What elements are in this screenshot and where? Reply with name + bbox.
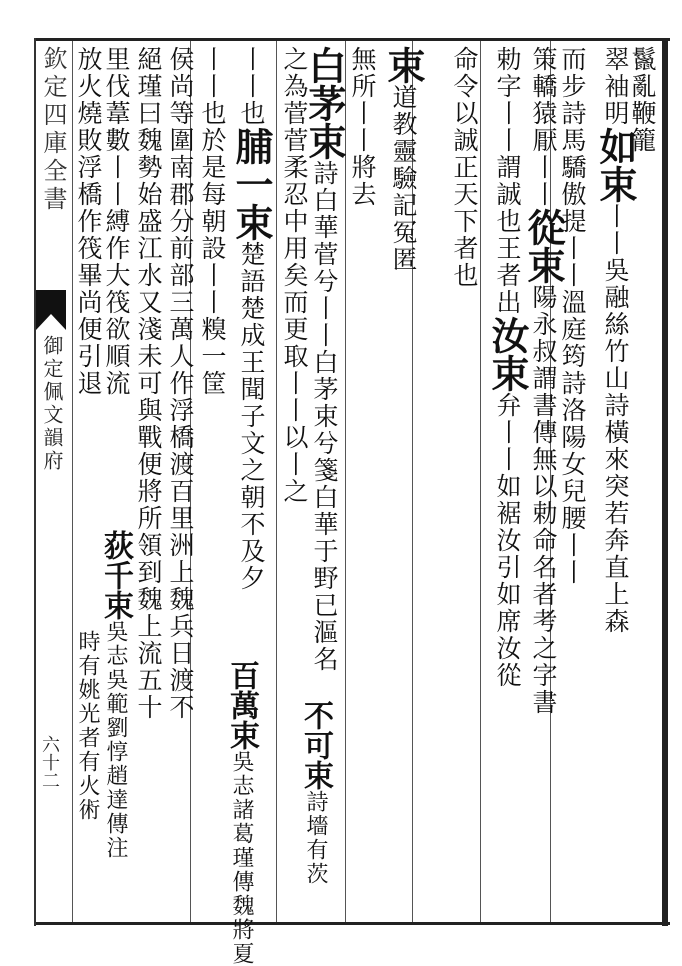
text-column	[229, 46, 274, 592]
headword: 如束	[593, 127, 638, 203]
text-column	[302, 46, 347, 673]
column-text: 陽永叔謂書傳無以勅命名者考之字書	[529, 284, 558, 716]
column-text: 道教靈驗記冤匿	[389, 84, 418, 273]
text-column	[76, 630, 98, 822]
column-text: 之為菅菅柔忍中用矣而更取丨丨以丨之	[280, 46, 309, 505]
column-text: 吳志諸葛瑾傳魏將夏	[229, 750, 254, 966]
column-rule	[72, 41, 73, 922]
headword: 脯一束	[229, 127, 274, 241]
column-text: 命令以誠正天下者也	[450, 46, 479, 289]
text-column	[104, 46, 129, 397]
column-text: 楚語楚成王聞子文之朝不及夕	[237, 241, 266, 592]
text-column	[485, 46, 530, 689]
column-text: 勅字丨丨謂誠也王者出	[493, 46, 522, 316]
headword: 荻千束	[98, 530, 133, 620]
text-column	[136, 46, 161, 721]
text-column	[224, 660, 259, 966]
text-column	[76, 46, 101, 397]
column-text: 鬣亂鞭籠	[628, 46, 657, 154]
column-text: 丨丨也於是每朝設丨丨糗一筐	[198, 46, 227, 397]
text-column	[200, 46, 225, 397]
margin-series-title: 欽定四庫全書	[39, 46, 67, 214]
column-text: 放火燒敗浮橋作筏畢尚便引退	[74, 46, 103, 397]
column-rule	[345, 41, 346, 922]
text-column	[98, 530, 133, 860]
text-column	[168, 46, 193, 721]
headword: 白茅束	[302, 46, 347, 160]
column-text: 翠袖明	[601, 46, 630, 127]
text-column	[282, 46, 307, 505]
column-text: 里伐葦數丨丨縛作大筏欲順流	[102, 46, 131, 397]
text-column	[452, 46, 477, 289]
text-column	[298, 700, 333, 886]
column-text: 而步詩馬驕傲提	[558, 46, 587, 235]
text-column	[593, 46, 638, 635]
headword: 束	[381, 46, 426, 84]
text-column	[560, 46, 585, 586]
column-text: 時有姚光者有火術	[75, 630, 100, 822]
frame-right-border	[662, 38, 668, 926]
column-text: 策轎猿厭丨丨	[529, 46, 558, 208]
column-text: 詩白華菅兮丨丨白茅束兮箋白華于野已漚名	[310, 160, 339, 673]
column-text: 吳志吳範劉惇趙達傳注	[103, 620, 128, 860]
headword: 汝束	[485, 316, 530, 392]
headword: 百萬束	[224, 660, 259, 750]
column-rule	[276, 41, 277, 922]
page-number: 六十二	[39, 735, 60, 789]
column-text: 丨丨吳融絲竹山詩橫來突若奔直上森	[601, 203, 630, 635]
column-text: 弁丨丨如裾汝引如席汝從	[493, 392, 522, 689]
text-column	[350, 46, 375, 208]
margin-book-title: 御定佩文韻府	[40, 335, 64, 473]
column-text: 無所丨丨將去	[348, 46, 377, 208]
headword: 不可束	[298, 700, 333, 790]
fish-tail-mark	[36, 290, 66, 330]
frame-bottom-border	[34, 922, 670, 925]
column-rule	[480, 41, 481, 922]
column-text: 絕瑾曰魏勢始盛江水又淺未可與戰便將所領到魏上流五十	[134, 46, 163, 721]
headword: 從束	[521, 208, 566, 284]
column-text: 丨丨也	[237, 46, 266, 127]
frame-top-border	[34, 38, 670, 41]
column-text: 侯尚等圍南郡分前部三萬人作浮橋渡百里洲上魏兵日渡不	[166, 46, 195, 721]
column-text: 詩墻有茨	[303, 790, 328, 886]
column-text: 丨丨溫庭筠詩洛陽女兒腰丨丨	[558, 235, 587, 586]
text-column	[381, 46, 426, 273]
